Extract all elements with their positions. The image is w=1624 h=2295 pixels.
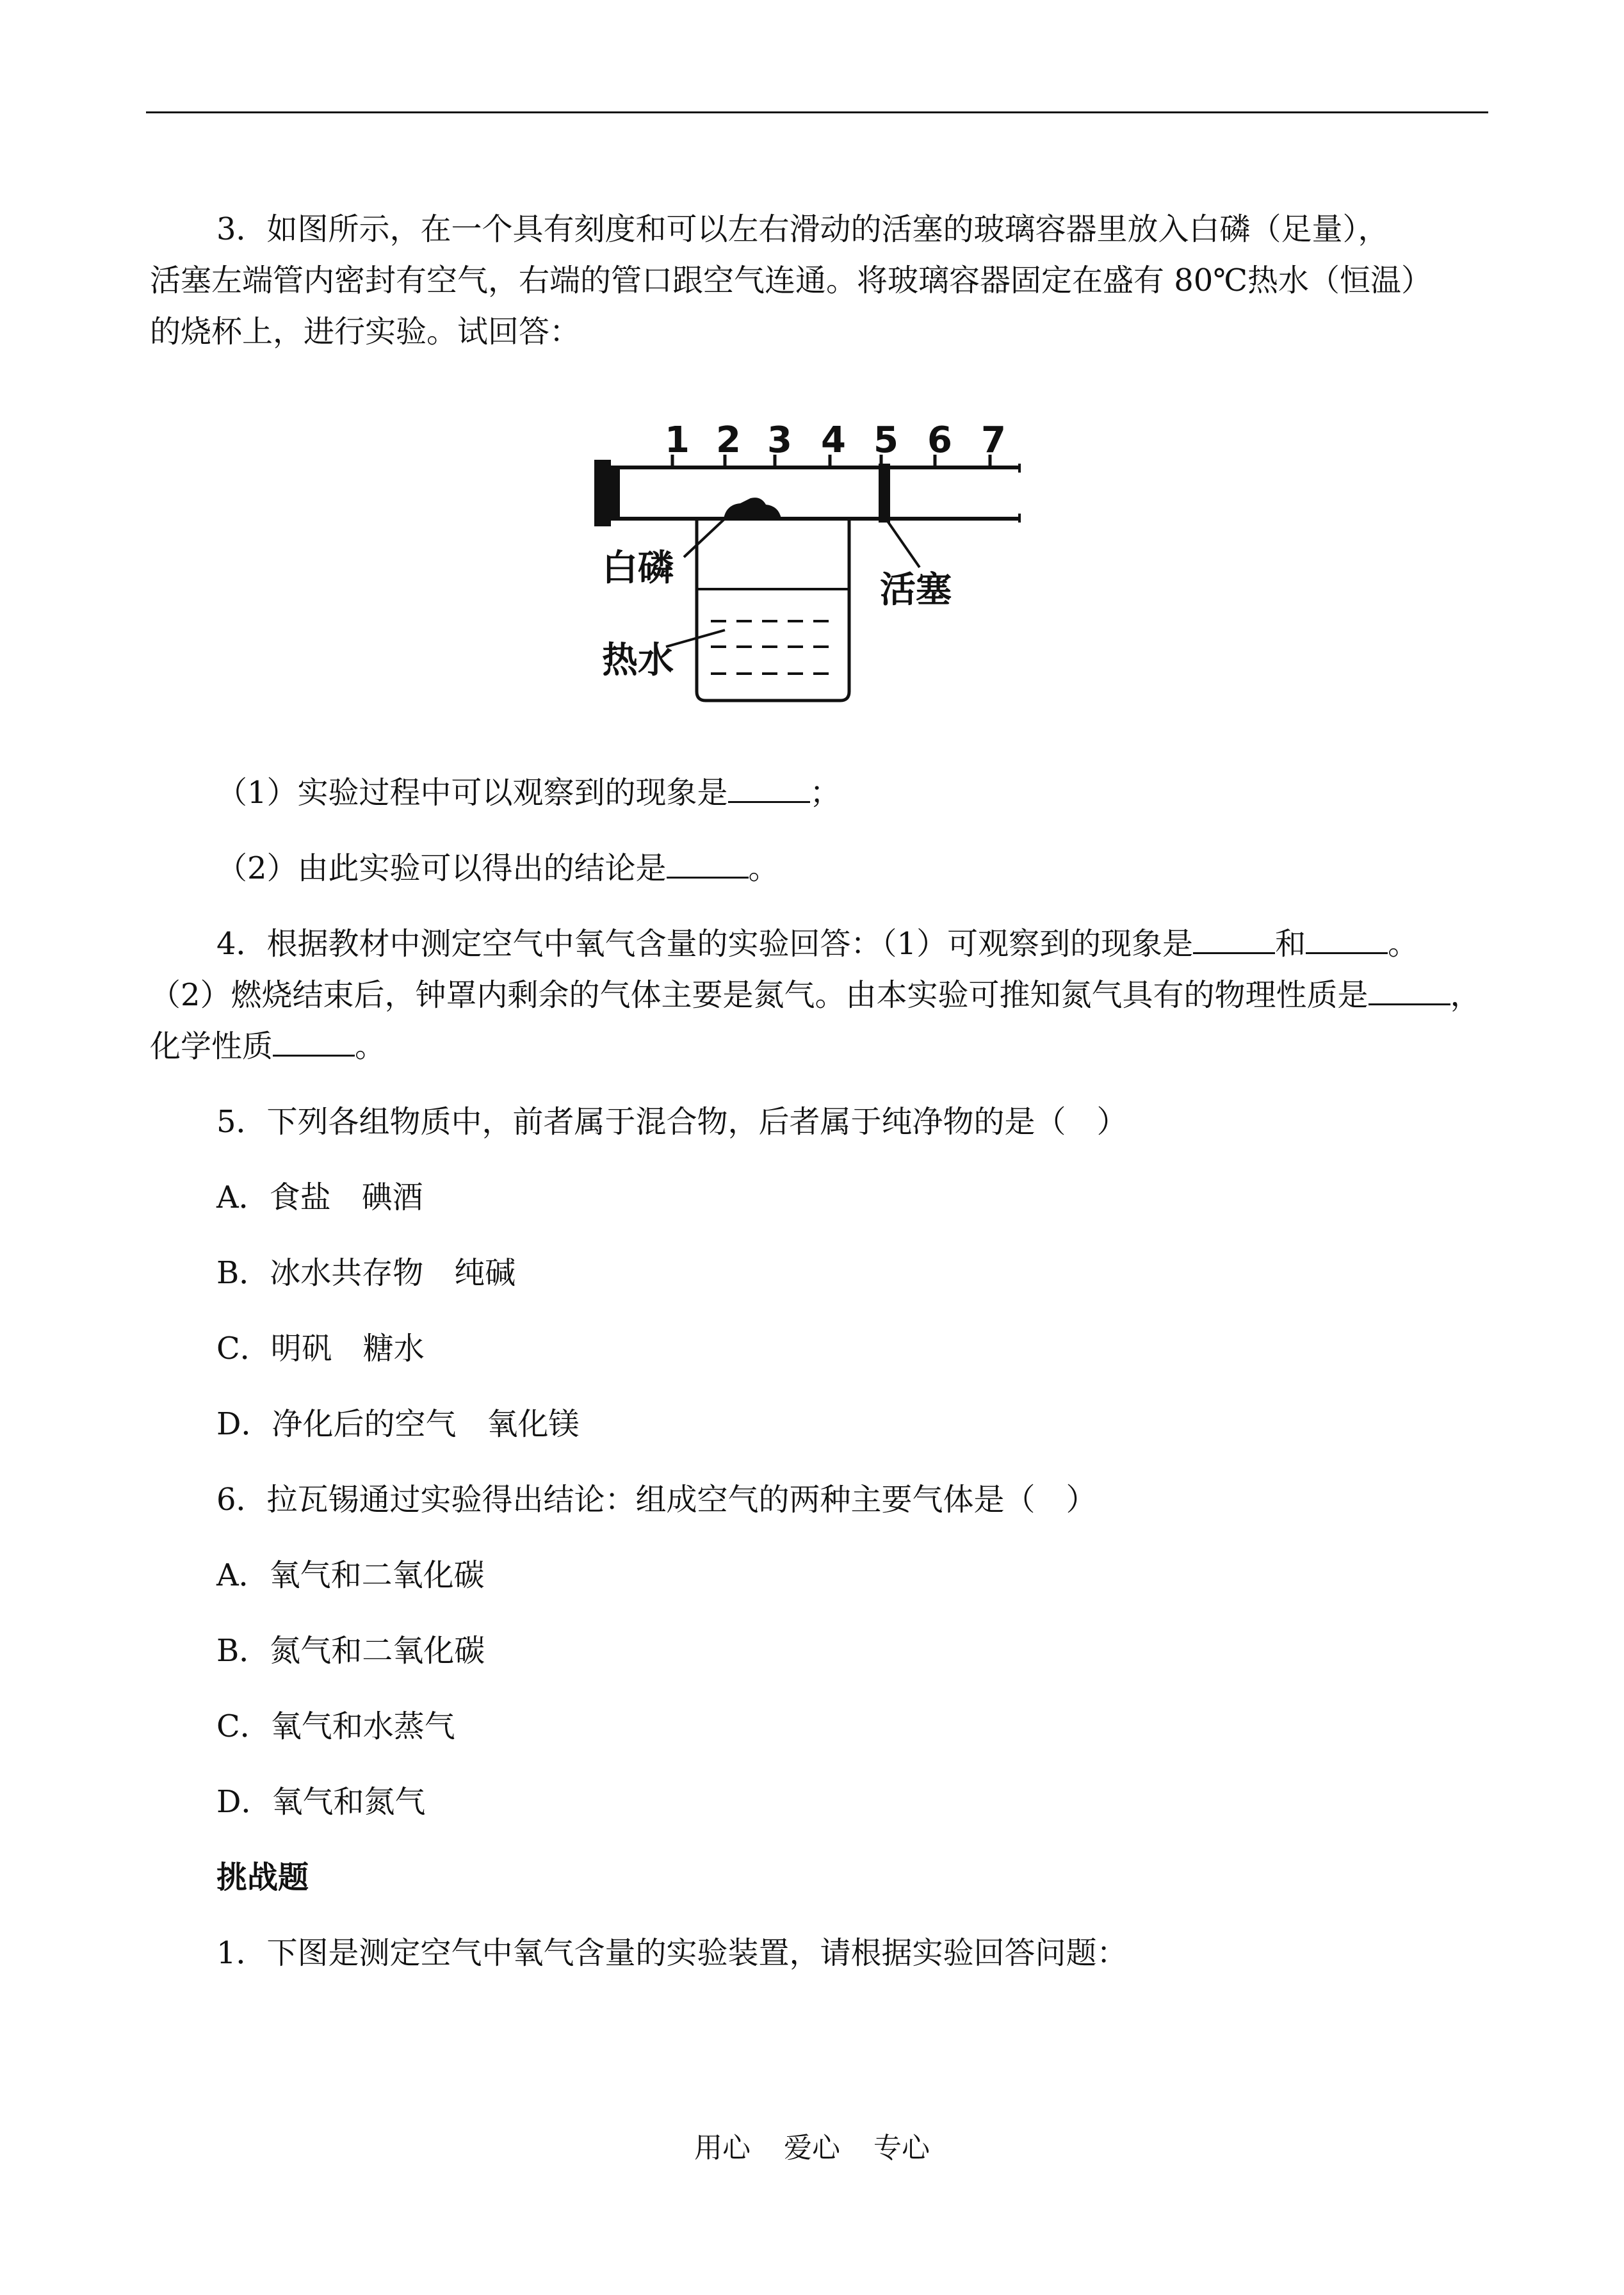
phosphorus-pointer	[684, 517, 726, 557]
page-footer	[0, 2125, 1624, 2166]
q4-line3-punct: 。	[355, 1028, 386, 1064]
scale-label-1: 1	[665, 419, 690, 461]
scale-label-6: 6	[927, 419, 952, 461]
q4-line2	[150, 969, 1481, 1021]
scale-label-2: 2	[716, 419, 741, 461]
footer-item-1: 用心	[694, 2132, 751, 2164]
q4-line3	[150, 1021, 386, 1072]
label-piston: 活塞	[880, 569, 952, 611]
q6-option-c[interactable]: C．氧气和水蒸气	[216, 1708, 455, 1744]
q5-option-b[interactable]: B．冰水共存物 纯碱	[216, 1255, 516, 1291]
q3-line3: 的烧杯上，进行实验。试回答：	[150, 314, 581, 350]
water-lines	[711, 621, 839, 674]
q5-stem: 5．下列各组物质中，前者属于混合物，后者属于纯净物的是（ ）	[216, 1104, 1128, 1140]
q5-option-c[interactable]: C．明矾 糖水	[216, 1331, 425, 1366]
q4-blank-2[interactable]	[1306, 921, 1388, 954]
q3-sub1-punct: ；	[809, 775, 841, 811]
challenge-heading: 挑战题	[216, 1860, 309, 1895]
q4-line2-punct: ，	[1450, 977, 1481, 1013]
q4-line1	[216, 918, 1418, 969]
q3-sub1-text: （1）实验过程中可以观察到的现象是	[216, 775, 728, 811]
label-white-phosphorus: 白磷	[602, 547, 674, 589]
label-hot-water: 热水	[602, 640, 674, 681]
footer-item-3: 专心	[873, 2132, 930, 2164]
footer-item-2: 爱心	[784, 2132, 840, 2164]
scale-label-5: 5	[873, 419, 898, 461]
q3-sub2-blank[interactable]	[667, 846, 749, 879]
q6-option-d[interactable]: D．氧气和氮气	[216, 1784, 426, 1820]
q3-sub1	[216, 767, 841, 818]
q4-line3-text: 化学性质	[150, 1028, 273, 1064]
stopper	[594, 460, 611, 526]
q3-sub2	[216, 843, 779, 894]
scale-label-4: 4	[821, 419, 846, 461]
q4-line2-text: （2）燃烧结束后，钟罩内剩余的气体主要是氮气。由本实验可推知氮气具有的物理性质是	[150, 977, 1368, 1013]
phosphorus-experiment-figure	[589, 409, 1025, 703]
scale-label-3: 3	[767, 419, 792, 461]
white-phosphorus	[724, 498, 781, 519]
q3-line2: 活塞左端管内密封有空气，右端的管口跟空气连通。将玻璃容器固定在盛有 80℃热水（恒温）	[150, 263, 1433, 298]
q5-option-d[interactable]: D．净化后的空气 氧化镁	[216, 1406, 580, 1442]
piston	[879, 464, 890, 523]
piston-pointer	[888, 521, 920, 567]
q3-line1: 3．如图所示，在一个具有刻度和可以左右滑动的活塞的玻璃容器里放入白磷（足量），	[216, 211, 1389, 247]
q3-sub2-text: （2）由此实验可以得出的结论是	[216, 850, 667, 886]
q6-option-b[interactable]: B．氮气和二氧化碳	[216, 1633, 485, 1669]
header-rule	[146, 111, 1488, 113]
q3-sub1-blank[interactable]	[728, 770, 810, 803]
q4-line1-text: 4．根据教材中测定空气中氧气含量的实验回答：（1）可观察到的现象是	[216, 926, 1194, 962]
q3-sub2-punct: 。	[748, 850, 779, 886]
q4-blank-3[interactable]	[1368, 973, 1450, 1005]
q6-stem: 6．拉瓦锡通过实验得出结论：组成空气的两种主要气体是（ ）	[216, 1482, 1097, 1518]
q4-blank-4[interactable]	[273, 1024, 355, 1057]
q6-option-a[interactable]: A．氧气和二氧化碳	[216, 1557, 485, 1593]
q4-line1-punct: 。	[1388, 926, 1419, 962]
tube-seal	[611, 467, 620, 519]
scale-label-7: 7	[981, 419, 1006, 461]
q5-option-a[interactable]: A．食盐 碘酒	[216, 1180, 423, 1215]
q4-blank-1[interactable]	[1193, 921, 1275, 954]
challenge-q1: 1．下图是测定空气中氧气含量的实验装置，请根据实验回答问题：	[216, 1935, 1128, 1971]
q4-line1-mid: 和	[1275, 926, 1306, 962]
